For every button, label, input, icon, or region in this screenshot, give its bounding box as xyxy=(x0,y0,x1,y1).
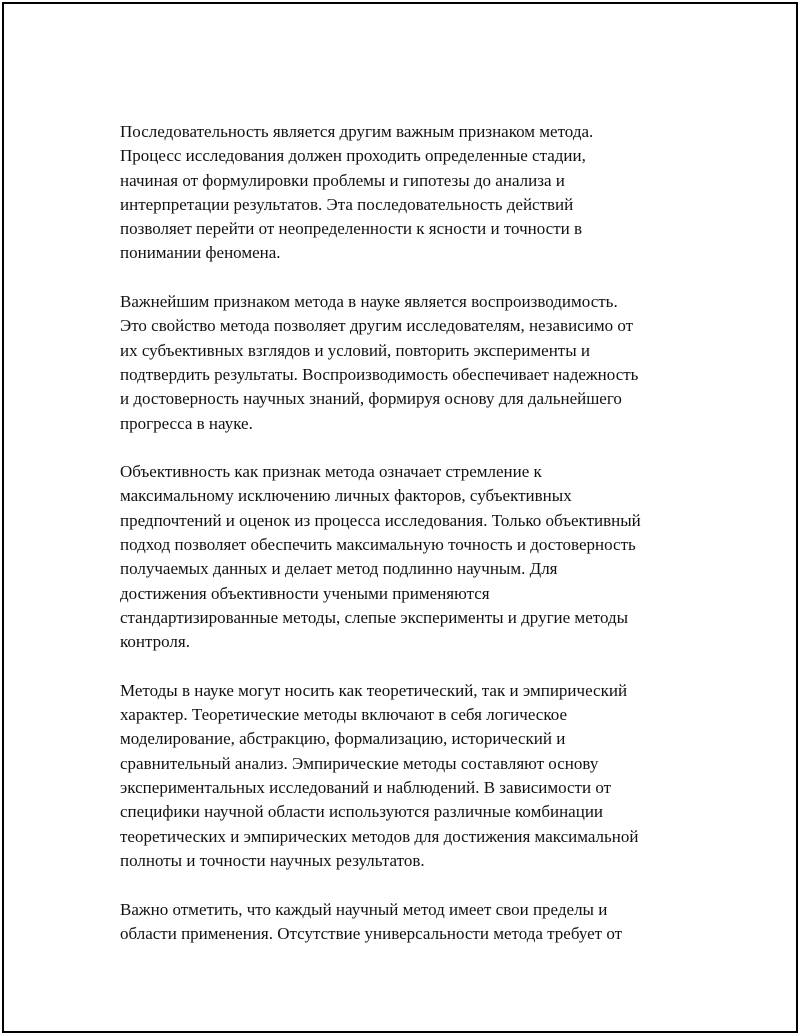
paragraph-objectivity: Объективность как признак метода означает стремление к максимальному исключению личных факторов, субъективных предпочтений и оценок из процесса исследования. Только объективный подход позволяет обеспечить максимальную точность и достоверность получаемых данных и делает метод подлинно научным. Для достижения объективности учеными применяются стандартизированные методы, слепые эксперименты и другие методы контроля. xyxy=(120,462,641,652)
document-page xyxy=(2,2,798,1033)
paragraph-reproducibility: Важнейшим признаком метода в науке является воспроизводимость. Это свойство метода позволяет другим исследователям, независимо от их субъективных взглядов и условий, повторить эксперименты и подтвердить результаты. Воспроизводимость обеспечивает надежность и достоверность научных знаний, формируя основу для дальнейшего прогресса в науке. xyxy=(120,292,639,433)
paragraph-sequence: Последовательность является другим важным признаком метода. Процесс исследования должен проходить определенные стадии, начиная от формулировки проблемы и гипотезы до анализа и интерпретации результатов. Эта последовательность действий позволяет перейти от неопределенности к ясности и точности в понимании феномена. xyxy=(120,122,594,263)
paragraph-method-types: Методы в науке могут носить как теоретический, так и эмпирический характер. Теоретические методы включают в себя логическое моделирование, абстракцию, формализацию, исторический и сравнительный анализ. Эмпирические методы составляют основу экспериментальных исследований и наблюдений. В зависимости от специфики научной области используются различные комбинации теоретических и эмпирических методов для достижения максимальной полноты и точности научных результатов. xyxy=(120,680,639,870)
document-body xyxy=(120,120,700,970)
paragraph-method-limits: Важно отметить, что каждый научный метод имеет свои пределы и области применения. Отсутствие универсальности метода требует от xyxy=(120,899,623,943)
